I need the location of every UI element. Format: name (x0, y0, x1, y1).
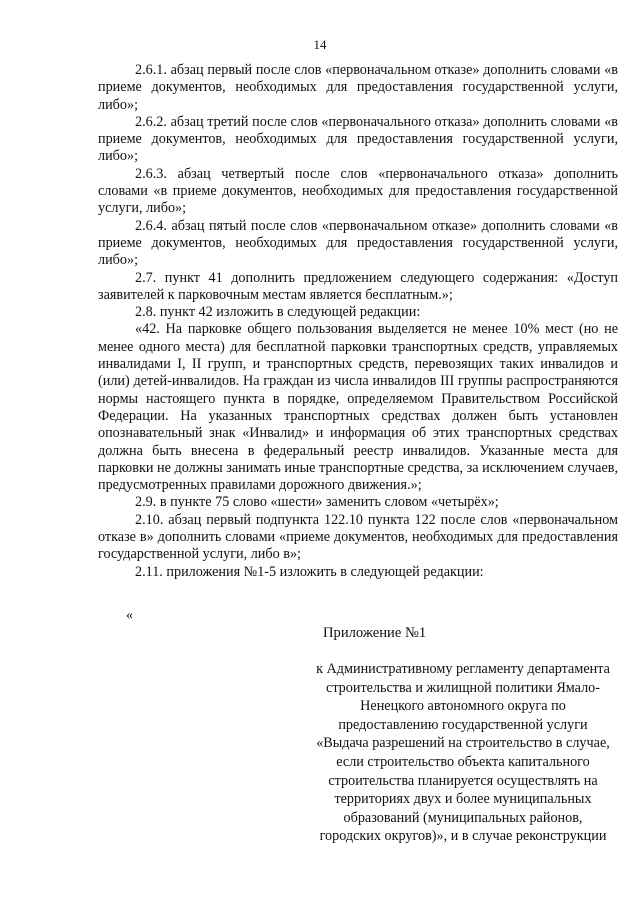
paragraph-2-8: 2.8. пункт 42 изложить в следующей редакции: (135, 304, 421, 321)
paragraph-2-6-1: 2.6.1. абзац первый после слов «первоначальном отказе» дополнить словами «в приеме документов, необходимых для предоставления государственной услуги, либо»; (98, 62, 618, 113)
paragraph-2-11: 2.11. приложения №1-5 изложить в следующей редакции: (135, 563, 484, 580)
paragraph-2-6-3: 2.6.3. абзац четвертый после слов «первоначального отказа» дополнить словами «в приеме документов, необходимых для предоставления государственной услуги, либо»; (98, 165, 618, 217)
paragraph-2-6-4: 2.6.4. абзац пятый после слов «первоначальном отказе» дополнить словами «в приеме документов, необходимых для предоставления государственной услуги, либо»; (98, 217, 618, 269)
quote-open-mark: « (126, 608, 133, 623)
appendix-heading-text: к Административному регламенту департамента строительства и жилищной политики Ямало-Ненецкого автономного округа по предоставлению государственной услуги «Выдача разрешений на строительство в случае, если строительство объекта капитального строительства планируется осуществлять на территориях двух и более муниципальных образований (муниципальных районов, городских округов)», и в случае реконструкции (316, 661, 610, 845)
paragraph-2-9: 2.9. в пункте 75 слово «шести» заменить словом «четырёх»; (135, 494, 499, 511)
paragraph-2-7: 2.7. пункт 41 дополнить предложением следующего содержания: «Доступ заявителей к парковочным местам является бесплатным.»; (98, 269, 618, 303)
document-body (98, 62, 618, 581)
page-number: 14 (313, 37, 327, 52)
paragraph-2-6-2: 2.6.2. абзац третий после слов «первоначального отказа» дополнить словами «в приеме документов, необходимых для предоставления государственной услуги, либо»; (98, 113, 618, 165)
paragraph-42-text: «42. На парковке общего пользования выделяется не менее 10% мест (но не менее одного места) для бесплатной парковки транспортных средств, управляемых инвалидами I, II групп, и транспортных средств, перевозящих таких инвалидов и (или) детей-инвалидов. На граждан из числа инвалидов III группы распространяются нормы настоящего пункта в порядке, определяемом Правительством Российской Федерации. На указанных транспортных средствах должен быть установлен опознавательный знак «Инвалид» и информация об этих транспортных средствах должна быть внесена в федеральный реестр инвалидов. Указанные места для парковки не должны занимать иные транспортные средства, за исключением случаев, предусмотренных правилами дорожного движения.»; (98, 321, 618, 494)
paragraph-2-10: 2.10. абзац первый подпункта 122.10 пункта 122 после слов «первоначальном отказе в» дополнить словами «приеме документов, необходимых для предоставления государственной услуги, либо в»; (98, 511, 618, 563)
appendix-title: Приложение №1 (323, 625, 427, 641)
